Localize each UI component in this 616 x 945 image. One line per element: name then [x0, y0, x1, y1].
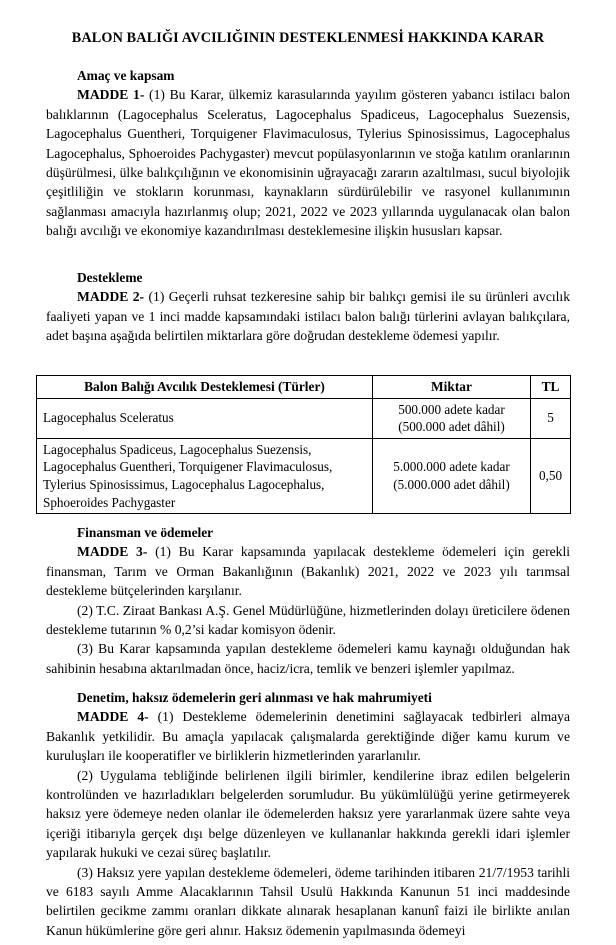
- species-line: Lagocephalus Guentheri, Torquigener Flavimaculosus,: [43, 459, 333, 475]
- paragraph-text: (3) Haksız yere yapılan destekleme ödemeleri, ödeme tarihinden itibaren 21/7/1953 tarihli ve 6183 sayılı Amme Alacaklarının Tahsil Usulü Hakkında Kanunun 51 inci maddesinde belirtilen gecikme zammı oranları dikkate alınarak hesaplanan kanunî faizi ile birlikte anılan Kanun hükümlerine göre geri alınır. Haksız ödemenin yapılmasında ödemeyi: [46, 864, 570, 938]
- section-heading: Destekleme: [77, 270, 143, 285]
- cell-species: [37, 398, 373, 438]
- section-denetim: [46, 688, 570, 940]
- table-row: [37, 398, 571, 438]
- section-heading: Finansman ve ödemeler: [77, 525, 214, 540]
- table: [36, 375, 571, 514]
- cell-species: [37, 438, 373, 513]
- paragraph-text: (1) Bu Karar, ülkemiz karasularında yayılım gösteren yabancı istilacı balon balıklarının (Lagocephalus Sceleratus, Lagocephalus Spadiceus, Lagocephalus Suezensis, Lagocephalus Guentheri, Torquigener Flavimaculosus, Tylerius Spinosissimus, Lagocephalus Lagocephalus, Sphoeroides Pachygaster) mevcut popülasyonlarının ve stoğa katılım oranlarının düşürülmesi, ülke balıkçılığının ve ekonomisinin uğrayacağı zararın azaltılması, sucul biyolojik çeşitliliğin ve stokların korunması, kaynakların sürdürülebilir ve rasyonel kullanımının sağlanması amacıyla hazırlanmış olup; 2021, 2022 ve 2023 yıllarında uygulanacak olan balon balığı avcılığı ve ekonomiye kazandırılması desteklemesine ilişkin hususları kapsar.: [46, 87, 570, 239]
- species-line: Sphoeroides Pachygaster: [43, 494, 176, 510]
- paragraph: [46, 601, 570, 640]
- amount-line: (500.000 adet dâhil): [398, 419, 505, 435]
- column-header-amount: Miktar: [373, 376, 531, 399]
- section-amac-ve-kapsam: [46, 66, 570, 241]
- paragraph-lead: MADDE 2-: [77, 289, 145, 305]
- paragraph-text: (1) Bu Karar kapsamında yapılacak destekleme ödemeleri için gerekli finansman, Tarım ve Orman Bakanlığının (Bakanlık) 2021, 2022 ve 2023 yılı tarımsal destekleme bütçelerinden karşılanır.: [46, 544, 570, 599]
- species-line: Tylerius Spinosissimus, Lagocephalus Lagocephalus,: [43, 476, 325, 492]
- column-header-species: Balon Balığı Avcılık Desteklemesi (Türler): [37, 376, 373, 399]
- paragraph-lead: MADDE 3-: [77, 544, 148, 560]
- cell-amount: [373, 398, 531, 438]
- species-line: Lagocephalus Spadiceus, Lagocephalus Suezensis,: [43, 441, 312, 457]
- cell-unit: 5: [531, 398, 571, 438]
- section-finansman-ve-odemeler: [46, 523, 570, 678]
- paragraph: [46, 863, 570, 941]
- column-header-unit: TL: [531, 376, 571, 399]
- table-header-row: [37, 376, 571, 399]
- paragraph-text: (1) Geçerli ruhsat tezkeresine sahip bir balıkçı gemisi ile su ürünleri avcılık faaliyeti yapan ve 1 inci madde kapsamındaki istilacı balon balığı türlerini avlayan balıkçılara, adet başına aşağıda belirtilen miktarlara göre doğrudan destekleme ödemesi yapılır.: [46, 289, 570, 344]
- cell-unit: 0,50: [531, 438, 571, 513]
- paragraph: [46, 542, 570, 600]
- section-destekleme: [46, 268, 570, 346]
- section-heading: Amaç ve kapsam: [77, 68, 175, 83]
- paragraph: [46, 85, 570, 240]
- paragraph: [46, 287, 570, 345]
- cell-amount: [373, 438, 531, 513]
- section-heading: Denetim, haksız ödemelerin geri alınması ve hak mahrumiyeti: [77, 690, 432, 705]
- amount-line: 500.000 adete kadar: [398, 401, 505, 417]
- amount-line: 5.000.000 adete kadar: [393, 459, 510, 475]
- paragraph-text: (3) Bu Karar kapsamında yapılan destekleme ödemeleri kamu kaynağı olduğundan hak sahibinin hesabına aktarılmadan önce, haciz/icra, temlik ve benzeri işlemler yapılmaz.: [46, 641, 570, 676]
- amount-line: (5.000.000 adet dâhil): [393, 476, 510, 492]
- paragraph-text: (2) T.C. Ziraat Bankası A.Ş. Genel Müdürlüğüne, hizmetlerinden dolayı üreticilere ödenen destekleme tutarının % 0,2’si kadar komisyon ödenir.: [46, 602, 570, 638]
- paragraph: [46, 707, 570, 765]
- support-amounts-table: [36, 375, 570, 514]
- paragraph-text: (1) Destekleme ödemelerinin denetimini sağlayacak tedbirleri almaya Bakanlık yetkilidir. Bu amaçla yapılacak çalışmalarda gerektiğinde diğer kamu kurum ve kuruluşları ile kooperatifler ve birliklerin hizmetlerinden yararlanılır.: [46, 709, 571, 764]
- species-line: Lagocephalus Sceleratus: [43, 410, 174, 426]
- paragraph: [46, 639, 570, 678]
- paragraph-text: (2) Uygulama tebliğinde belirlenen ilgili birimler, kendilerine ibraz edilen belgelerin kontrolünden ve hazırladıkları belgelerden sorumludur. Bu yükümlülüğü yerine getirmeyerek haksız yere ödemeye neden olanlar ile ödemelerden haksız yere yararlanmak üzere sahte veya içeriği itibarıyla gerçek dışı belge düzenleyen ve kullananlar hakkında gerekli idari işlemler yapılarak hukuki ve cezai süreç başlatılır.: [46, 767, 570, 861]
- page-title: BALON BALIĞI AVCILIĞININ DESTEKLENMESİ HAKKINDA KARAR: [71, 30, 545, 46]
- paragraph-lead: MADDE 1-: [77, 87, 145, 103]
- paragraph: [46, 766, 570, 863]
- table-row: [37, 438, 571, 513]
- paragraph-lead: MADDE 4-: [77, 709, 149, 725]
